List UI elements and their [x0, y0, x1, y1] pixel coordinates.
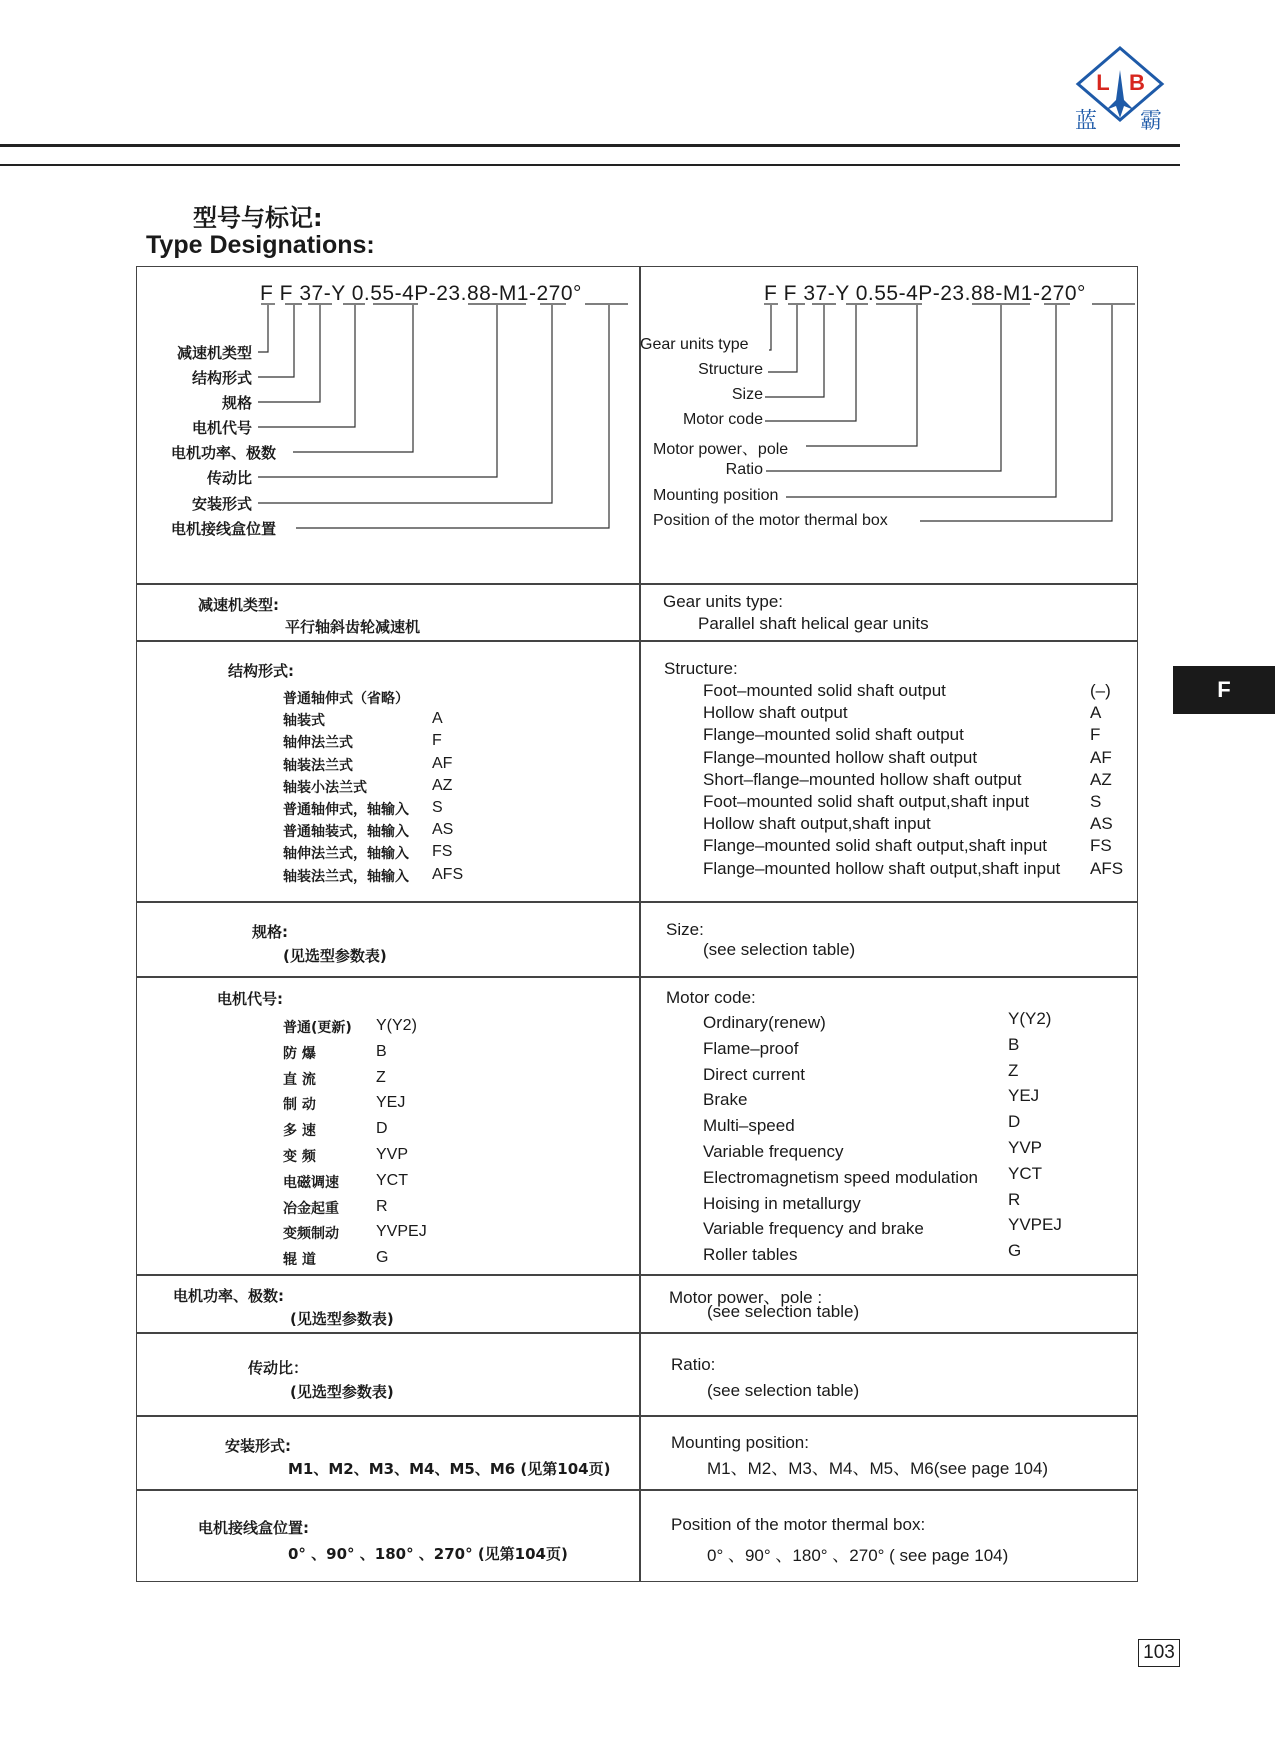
- structure-title-en: Structure:: [664, 659, 738, 678]
- mounting-title-cn: 安装形式:: [225, 1437, 291, 1455]
- structure-item-cn-label: 普通轴装式，轴输入: [283, 824, 409, 841]
- motor-code-item-cn-code: YVP: [376, 1146, 409, 1163]
- motor-code-item-cn-label: 电磁调速: [283, 1174, 339, 1191]
- motor-code-item-en-code: Y(Y2): [1008, 1009, 1052, 1028]
- label-size-en: Size: [731, 386, 763, 403]
- motor-code-item-en-label: Hoising in metallurgy: [703, 1193, 861, 1213]
- motor-code-item-en-code: YEJ: [1008, 1086, 1040, 1106]
- motor-code-item-cn-label: 直 流: [283, 1071, 316, 1088]
- thermal-box-title-en: Position of the motor thermal box:: [671, 1515, 926, 1534]
- size-title-en: Size:: [666, 920, 704, 939]
- motor-code-item-cn-label: 变 频: [283, 1149, 316, 1165]
- page-number: 103: [1138, 1639, 1180, 1667]
- motor-code-item-en-code: Z: [1008, 1060, 1019, 1080]
- motor-code-item-cn-code: YCT: [376, 1171, 408, 1189]
- header-rule-top: [0, 144, 1180, 147]
- size-title-cn: 规格:: [252, 923, 288, 941]
- structure-item-en-code: FS: [1090, 836, 1112, 856]
- structure-title-cn: 结构形式:: [228, 662, 294, 680]
- row-divider: [136, 640, 1138, 642]
- row-divider: [136, 1415, 1138, 1417]
- thermal-box-value-cn: 0° 、90° 、180° 、270° (见第104页): [288, 1545, 568, 1563]
- label-thermal-box-cn: 电机接线盒位置: [171, 520, 277, 538]
- motor-power-value-cn: (见选型参数表): [290, 1310, 394, 1328]
- structure-item-en-label: Flange–mounted solid shaft output: [703, 725, 964, 745]
- label-thermal-box-en: Position of the motor thermal box: [653, 512, 888, 529]
- motor-code-item-cn-label: 冶金起重: [283, 1200, 339, 1217]
- label-size-cn: 规格: [221, 394, 252, 412]
- mounting-value-cn: M1、M2、M3、M4、M5、M6 (见第104页): [288, 1460, 611, 1478]
- gear-type-value-en: Parallel shaft helical gear units: [698, 614, 929, 633]
- structure-item-en-code: F: [1090, 725, 1101, 745]
- ratio-value-cn: (见选型参数表): [290, 1383, 394, 1401]
- structure-item-en-label: Hollow shaft output: [703, 703, 848, 723]
- motor-code-item-cn-code: YVPEJ: [376, 1223, 427, 1241]
- gear-type-title-en: Gear units type:: [663, 592, 784, 611]
- gear-type-value-cn: 平行轴斜齿轮减速机: [285, 618, 421, 636]
- motor-code-item-cn-label: 辊 道: [283, 1252, 316, 1269]
- row-divider: [136, 1332, 1138, 1334]
- structure-item-cn-label: 轴伸法兰式: [283, 735, 353, 752]
- structure-item-en-label: Flange–mounted solid shaft output,shaft input: [703, 836, 1048, 856]
- motor-code-item-en-code: YCT: [1008, 1163, 1042, 1183]
- structure-item-cn-code: AFS: [432, 865, 464, 883]
- motor-code-item-en-label: Variable frequency: [703, 1142, 844, 1161]
- structure-item-cn-label: 轴装法兰式，轴输入: [283, 868, 409, 885]
- label-gear-type-cn: 减速机类型: [176, 344, 252, 362]
- ratio-title-cn: 传动比：: [248, 1359, 309, 1377]
- structure-item-cn-label: 普通轴伸式，轴输入: [283, 802, 409, 818]
- structure-item-en-label: Flange–mounted hollow shaft output: [703, 747, 978, 767]
- row-divider: [136, 1274, 1138, 1276]
- structure-item-en-label: Short–flange–mounted hollow shaft output: [703, 769, 1022, 789]
- motor-code-title-en: Motor code:: [666, 988, 756, 1007]
- structure-item-en-code: AZ: [1090, 769, 1112, 789]
- structure-item-en-label: Flange–mounted hollow shaft output,shaft input: [703, 858, 1061, 878]
- structure-item-cn-code: AF: [432, 754, 453, 772]
- motor-code-item-en-code: R: [1008, 1189, 1021, 1209]
- motor-code-item-en-label: Brake: [703, 1090, 748, 1110]
- motor-code-item-cn-code: G: [376, 1249, 389, 1267]
- header-rule-bottom: [0, 164, 1180, 166]
- structure-item-cn-code: AZ: [432, 776, 453, 794]
- motor-code-item-cn-label: 制 动: [283, 1097, 316, 1114]
- designation-code-cn: F F 37-Y 0.55-4P-23.88-M1-270°: [260, 282, 582, 305]
- label-ratio-cn: 传动比: [206, 469, 252, 487]
- motor-code-item-cn-code: B: [376, 1042, 387, 1060]
- designation-code-en: F F 37-Y 0.55-4P-23.88-M1-270°: [764, 282, 1086, 305]
- motor-code-item-en-code: D: [1008, 1112, 1021, 1132]
- motor-code-item-cn-code: Z: [376, 1068, 386, 1086]
- structure-item-cn-code: S: [432, 799, 443, 816]
- label-gear-type-en: Gear units type: [640, 336, 749, 353]
- structure-item-cn-label: 轴伸法兰式，轴输入: [283, 846, 409, 863]
- label-mounting-cn: 安装形式: [191, 495, 252, 513]
- logo-chinese-left: 蓝: [1075, 109, 1098, 134]
- label-ratio-en: Ratio: [725, 461, 763, 478]
- label-structure-cn: 结构形式: [191, 369, 252, 387]
- motor-power-value-en: (see selection table): [707, 1302, 860, 1321]
- motor-code-item-cn-code: R: [376, 1197, 388, 1215]
- row-divider: [136, 1489, 1138, 1491]
- label-motor-code-cn: 电机代号: [191, 419, 252, 437]
- motor-code-item-en-label: Ordinary(renew): [703, 1013, 826, 1032]
- motor-code-item-en-code: G: [1008, 1241, 1022, 1261]
- table-center-divider: [639, 266, 641, 1582]
- structure-item-en-label: Foot–mounted solid shaft output,shaft input: [703, 792, 1030, 811]
- structure-item-en-code: AS: [1090, 814, 1113, 834]
- structure-item-en-code: S: [1090, 792, 1102, 811]
- structure-item-cn-label: 轴装式: [283, 713, 325, 730]
- row-divider: [136, 976, 1138, 978]
- ratio-title-en: Ratio:: [671, 1355, 716, 1374]
- motor-power-title-en: Motor power、pole :: [669, 1288, 823, 1307]
- motor-code-item-en-code: B: [1008, 1034, 1020, 1054]
- structure-item-cn-label: 轴装小法兰式: [283, 779, 367, 796]
- structure-item-en-label: Hollow shaft output,shaft input: [703, 814, 931, 834]
- motor-code-item-cn-label: 多 速: [283, 1123, 316, 1140]
- motor-code-item-en-label: Direct current: [703, 1064, 806, 1084]
- ratio-value-en: (see selection table): [707, 1381, 860, 1400]
- motor-code-item-cn-label: 变频制动: [283, 1226, 339, 1243]
- motor-code-item-cn-label: 防 爆: [283, 1045, 316, 1062]
- structure-item-cn-code: FS: [432, 843, 453, 861]
- thermal-box-title-cn: 电机接线盒位置:: [198, 1519, 309, 1537]
- structure-item-cn-label: 普通轴伸式（省略）: [283, 691, 409, 707]
- structure-item-cn-code: AS: [432, 821, 454, 839]
- structure-item-en-code: (–): [1090, 681, 1111, 700]
- motor-code-item-en-label: Flame–proof: [703, 1038, 799, 1058]
- structure-item-cn-code: F: [432, 732, 442, 750]
- thermal-box-value-en: 0° 、90° 、180° 、270° ( see page 104): [707, 1546, 1009, 1565]
- motor-code-item-cn-code: YEJ: [376, 1094, 406, 1112]
- gear-type-title-cn: 减速机类型:: [198, 596, 279, 614]
- svg-text:B: B: [1129, 70, 1145, 95]
- row-divider: [136, 583, 1138, 585]
- structure-item-en-code: A: [1090, 703, 1102, 723]
- mounting-title-en: Mounting position:: [671, 1433, 809, 1452]
- motor-code-item-cn-code: Y(Y2): [376, 1017, 417, 1034]
- page-title-cn: 型号与标记:: [193, 204, 323, 232]
- motor-code-item-en-label: Variable frequency and brake: [703, 1219, 924, 1239]
- motor-code-item-en-code: YVPEJ: [1008, 1215, 1062, 1235]
- size-value-en: (see selection table): [703, 940, 856, 959]
- svg-text:L: L: [1096, 70, 1110, 95]
- structure-item-cn-code: A: [432, 710, 443, 728]
- row-divider: [136, 901, 1138, 903]
- label-motor-power-en: Motor power、pole: [653, 441, 789, 458]
- motor-code-title-cn: 电机代号:: [217, 990, 283, 1008]
- motor-code-item-cn-label: 普通(更新): [283, 1020, 352, 1036]
- motor-code-item-en-label: Electromagnetism speed modulation: [703, 1167, 978, 1187]
- structure-item-en-code: AF: [1090, 747, 1112, 767]
- mounting-value-en: M1、M2、M3、M4、M5、M6(see page 104): [707, 1459, 1049, 1478]
- section-tab-f[interactable]: F: [1173, 666, 1275, 714]
- motor-power-title-cn: 电机功率、极数:: [173, 1287, 284, 1305]
- structure-item-cn-label: 轴装法兰式: [283, 757, 353, 774]
- label-structure-en: Structure: [698, 361, 763, 378]
- label-motor-power-cn: 电机功率、极数: [171, 444, 277, 462]
- structure-item-en-code: AFS: [1090, 858, 1124, 878]
- motor-code-item-cn-code: D: [376, 1120, 388, 1138]
- structure-item-en-label: Foot–mounted solid shaft output: [703, 681, 946, 700]
- motor-code-item-en-label: Multi–speed: [703, 1116, 795, 1136]
- size-value-cn: (见选型参数表): [283, 947, 387, 965]
- motor-code-item-en-label: Roller tables: [703, 1245, 798, 1265]
- label-mounting-en: Mounting position: [653, 487, 779, 504]
- page-title-en: Type Designations:: [146, 231, 375, 259]
- logo-chinese-right: 霸: [1140, 109, 1163, 134]
- label-motor-code-en: Motor code: [682, 411, 763, 428]
- motor-code-item-en-code: YVP: [1008, 1138, 1043, 1157]
